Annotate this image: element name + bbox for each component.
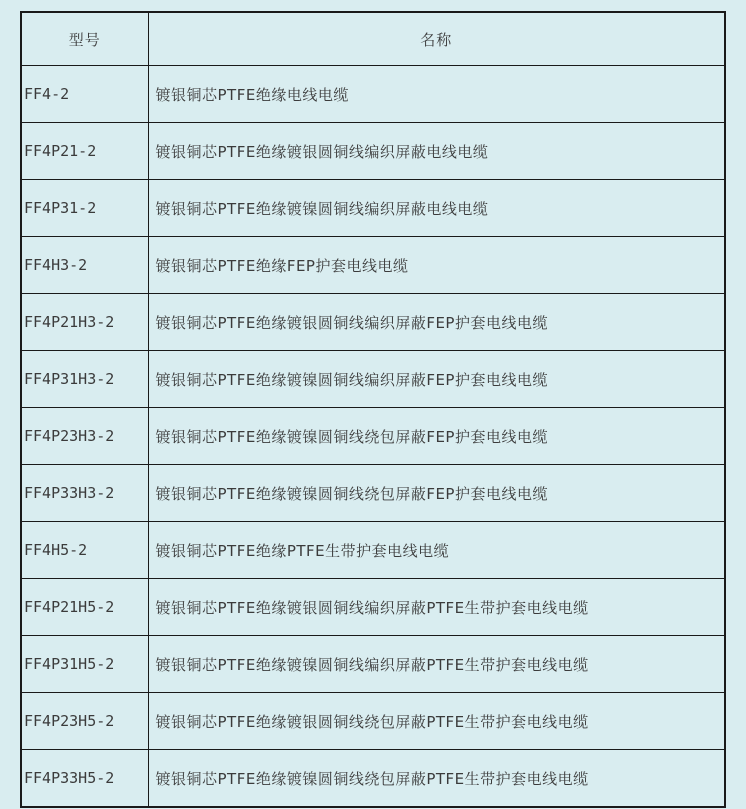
table-row bbox=[21, 579, 725, 636]
table-row bbox=[21, 294, 725, 351]
table-row bbox=[21, 237, 725, 294]
model-cell: FF4P23H5-2 bbox=[21, 693, 148, 750]
model-cell: FF4P31-2 bbox=[21, 180, 148, 237]
table-row bbox=[21, 180, 725, 237]
table-row bbox=[21, 66, 725, 123]
table-row bbox=[21, 408, 725, 465]
model-cell: FF4P21H5-2 bbox=[21, 579, 148, 636]
name-cell: 镀银铜芯PTFE绝缘镀镍圆铜线绕包屏蔽FEP护套电线电缆 bbox=[148, 408, 725, 465]
name-cell: 镀银铜芯PTFE绝缘PTFE生带护套电线电缆 bbox=[148, 522, 725, 579]
model-cell: FF4P33H5-2 bbox=[21, 750, 148, 808]
table-row bbox=[21, 522, 725, 579]
table-row bbox=[21, 465, 725, 522]
name-cell: 镀银铜芯PTFE绝缘FEP护套电线电缆 bbox=[148, 237, 725, 294]
table-body bbox=[21, 66, 725, 808]
table-row bbox=[21, 636, 725, 693]
table-row bbox=[21, 123, 725, 180]
name-cell: 镀银铜芯PTFE绝缘镀镍圆铜线绕包屏蔽PTFE生带护套电线电缆 bbox=[148, 750, 725, 808]
name-cell: 镀银铜芯PTFE绝缘镀银圆铜线编织屏蔽电线电缆 bbox=[148, 123, 725, 180]
cable-model-table bbox=[20, 11, 726, 808]
model-cell: FF4P31H5-2 bbox=[21, 636, 148, 693]
name-cell: 镀银铜芯PTFE绝缘镀镍圆铜线编织屏蔽PTFE生带护套电线电缆 bbox=[148, 636, 725, 693]
column-header-name: 名称 bbox=[148, 12, 725, 66]
model-cell: FF4H5-2 bbox=[21, 522, 148, 579]
model-cell: FF4P31H3-2 bbox=[21, 351, 148, 408]
name-cell: 镀银铜芯PTFE绝缘电线电缆 bbox=[148, 66, 725, 123]
name-cell: 镀银铜芯PTFE绝缘镀银圆铜线编织屏蔽PTFE生带护套电线电缆 bbox=[148, 579, 725, 636]
model-cell: FF4H3-2 bbox=[21, 237, 148, 294]
table-header-row bbox=[21, 12, 725, 66]
model-cell: FF4P33H3-2 bbox=[21, 465, 148, 522]
column-header-model: 型号 bbox=[21, 12, 148, 66]
model-cell: FF4-2 bbox=[21, 66, 148, 123]
table-row bbox=[21, 351, 725, 408]
model-cell: FF4P21H3-2 bbox=[21, 294, 148, 351]
name-cell: 镀银铜芯PTFE绝缘镀镍圆铜线绕包屏蔽FEP护套电线电缆 bbox=[148, 465, 725, 522]
name-cell: 镀银铜芯PTFE绝缘镀镍圆铜线编织屏蔽电线电缆 bbox=[148, 180, 725, 237]
name-cell: 镀银铜芯PTFE绝缘镀银圆铜线绕包屏蔽PTFE生带护套电线电缆 bbox=[148, 693, 725, 750]
name-cell: 镀银铜芯PTFE绝缘镀银圆铜线编织屏蔽FEP护套电线电缆 bbox=[148, 294, 725, 351]
model-cell: FF4P23H3-2 bbox=[21, 408, 148, 465]
model-cell: FF4P21-2 bbox=[21, 123, 148, 180]
table-row bbox=[21, 693, 725, 750]
name-cell: 镀银铜芯PTFE绝缘镀镍圆铜线编织屏蔽FEP护套电线电缆 bbox=[148, 351, 725, 408]
table-row bbox=[21, 750, 725, 808]
